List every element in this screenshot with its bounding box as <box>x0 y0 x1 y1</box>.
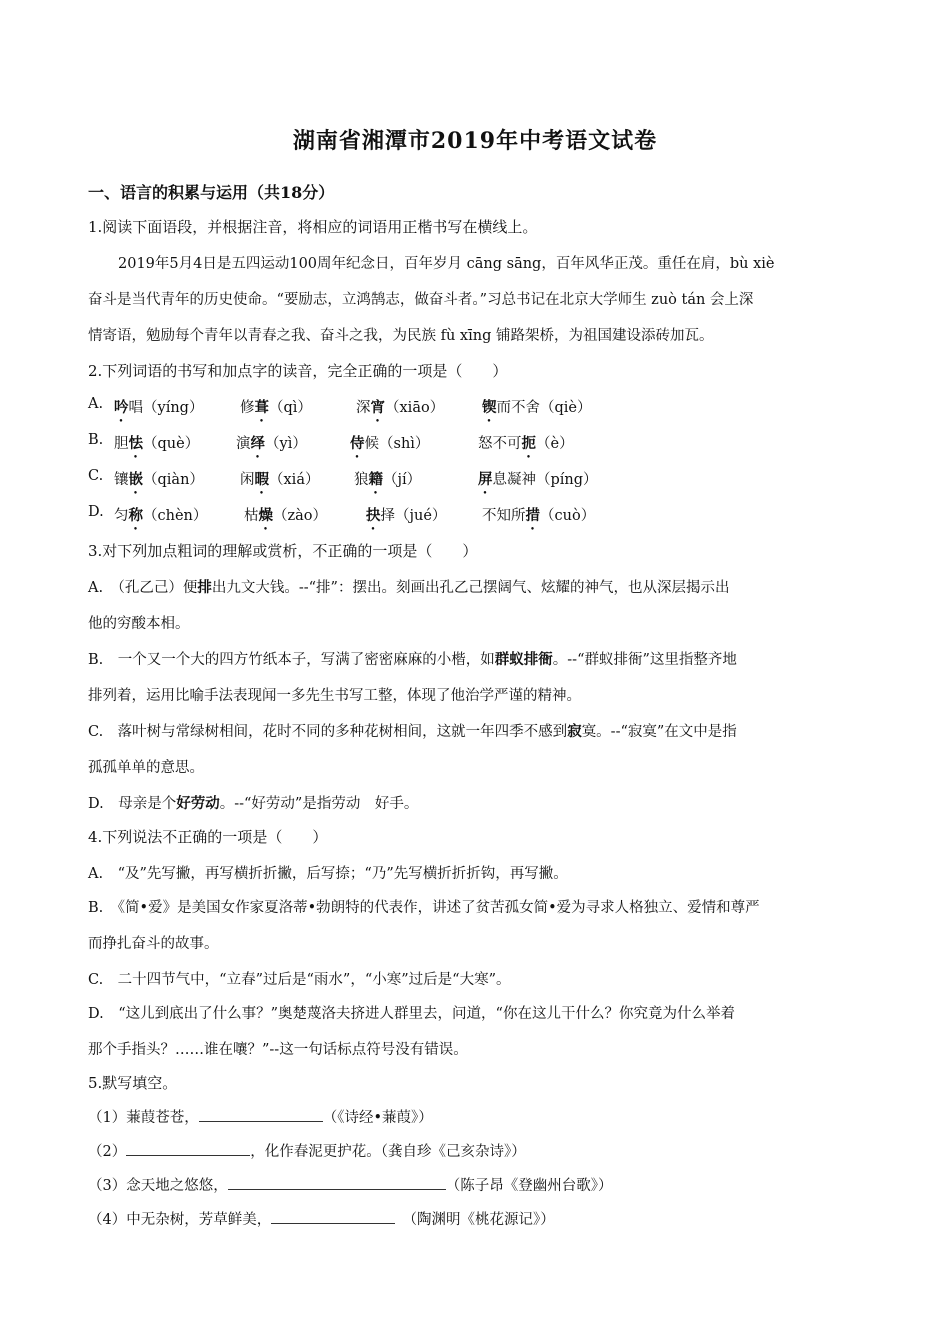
option-text: 他的穷酸本相。 <box>88 616 190 632</box>
option-letter: A. <box>88 396 104 412</box>
word-item: 抉择（jué） <box>366 507 447 524</box>
word-item: 枯燥（zào） <box>244 507 328 524</box>
word-item: 锲而不舍（qiè） <box>482 399 592 416</box>
fill-blank-item: （3）念天地之悠悠， （陈子昂《登幽州台歌》） <box>88 1174 612 1195</box>
passage-line: 2019年5月4日是五四运动100周年纪念日，百年岁月 cāng sāng，百年风华正茂。重任在肩，bù xiè <box>118 256 775 272</box>
answer-blank[interactable] <box>126 1141 250 1156</box>
word-item: 镶嵌（qiàn） <box>114 471 204 488</box>
page-title: 湖南省湘潭市2019年中考语文试卷 <box>292 128 658 154</box>
section-heading: 一、语言的积累与运用（共18分） <box>88 183 335 202</box>
option-b[interactable] <box>88 432 103 448</box>
option-a[interactable]: A. （孔乙己）便排出九文大钱。--“排”：摆出。刻画出孔乙己摆阔气、炫耀的神气，也从深层揭示出 <box>88 579 730 596</box>
fill-blank-item: （4）中无杂树，芳草鲜美， （陶渊明《桃花源记》） <box>88 1208 555 1229</box>
option-d[interactable]: D. 母亲是个好劳动。--“好劳动”是指劳动 好手。 <box>88 795 419 812</box>
word-item: 狼籍（jí） <box>354 471 422 488</box>
option-a[interactable]: A. “及”先写撇，再写横折折撇，后写捺；“乃”先写横折折折钩，再写撇。 <box>88 866 568 882</box>
word-item: 深宵（xiāo） <box>356 399 445 416</box>
passage-line: 奋斗是当代青年的历史使命。“要励志，立鸿鹄志，做奋斗者。”习总书记在北京大学师生 zuò tán 会上深 <box>88 292 754 308</box>
answer-blank[interactable] <box>199 1107 323 1122</box>
option-c[interactable] <box>88 468 103 484</box>
option-c[interactable]: C. 落叶树与常绿树相间，花时不同的多种花树相间，这就一年四季不感到寂寞。--“寂寞”在文中是指 <box>88 723 737 740</box>
answer-blank[interactable] <box>271 1209 395 1224</box>
question-3-stem: 3.对下列加点粗词的理解或赏析，不正确的一项是（ ） <box>88 542 478 560</box>
option-text: 排列着，运用比喻手法表现闻一多先生书写工整，体现了他治学严谨的精神。 <box>88 688 581 704</box>
word-item: 不知所措（cuò） <box>482 507 596 524</box>
question-1-stem: 1.阅读下面语段，并根据注音，将相应的词语用正楷书写在横线上。 <box>88 218 538 236</box>
option-b[interactable]: B. 《简•爱》是美国女作家夏洛蒂•勃朗特的代表作，讲述了贫苦孤女简•爱为寻求人格独立、爱情和尊严 <box>88 900 760 916</box>
answer-blank[interactable] <box>228 1175 446 1190</box>
option-d[interactable] <box>88 504 104 520</box>
option-a[interactable] <box>88 396 103 412</box>
word-item: 胆怯（què） <box>114 435 200 452</box>
word-item: 修葺（qì） <box>240 399 312 416</box>
word-item: 侍候（shì） <box>350 435 430 452</box>
word-item: 闲暇（xiá） <box>240 471 320 488</box>
fill-blank-item: （2） ，化作春泥更护花。（龚自珍《己亥杂诗》） <box>88 1140 526 1161</box>
option-letter: B. <box>88 432 104 448</box>
word-item: 匀称（chèn） <box>114 507 208 524</box>
option-b[interactable]: B. 一个又一个大的四方竹纸本子，写满了密密麻麻的小楷，如群蚁排衙。--“群蚁排衙”这里指整齐地 <box>88 651 737 668</box>
option-letter: C. <box>88 468 104 484</box>
option-text: 而挣扎奋斗的故事。 <box>88 936 219 952</box>
option-text: 那个手指头？……谁在嚷？”--这一句话标点符号没有错误。 <box>88 1042 468 1058</box>
option-c[interactable]: C. 二十四节气中，“立春”过后是“雨水”，“小寒”过后是“大寒”。 <box>88 972 511 988</box>
option-d[interactable]: D. “这儿到底出了什么事？”奥楚蔑洛夫挤进人群里去，问道，“你在这儿干什么？你究竟为什么举着 <box>88 1006 735 1022</box>
passage-line: 情寄语，勉励每个青年以青春之我、奋斗之我，为民族 fù xīng 铺路架桥，为祖国建设添砖加瓦。 <box>88 328 714 344</box>
question-4-stem: 4.下列说法不正确的一项是（ ） <box>88 828 328 846</box>
word-item: 屏息凝神（píng） <box>478 471 598 488</box>
word-item: 吟唱（yíng） <box>114 399 204 416</box>
word-item: 演绎（yì） <box>236 435 307 452</box>
option-text: 孤孤单单的意思。 <box>88 760 204 776</box>
word-item: 怒不可扼（è） <box>478 435 574 452</box>
option-letter: D. <box>88 504 104 520</box>
question-2-stem: 2.下列词语的书写和加点字的读音，完全正确的一项是（ ） <box>88 362 508 380</box>
fill-blank-item: （1）蒹葭苍苍， （《诗经•蒹葭》） <box>88 1106 433 1127</box>
question-5-stem: 5.默写填空。 <box>88 1074 178 1092</box>
